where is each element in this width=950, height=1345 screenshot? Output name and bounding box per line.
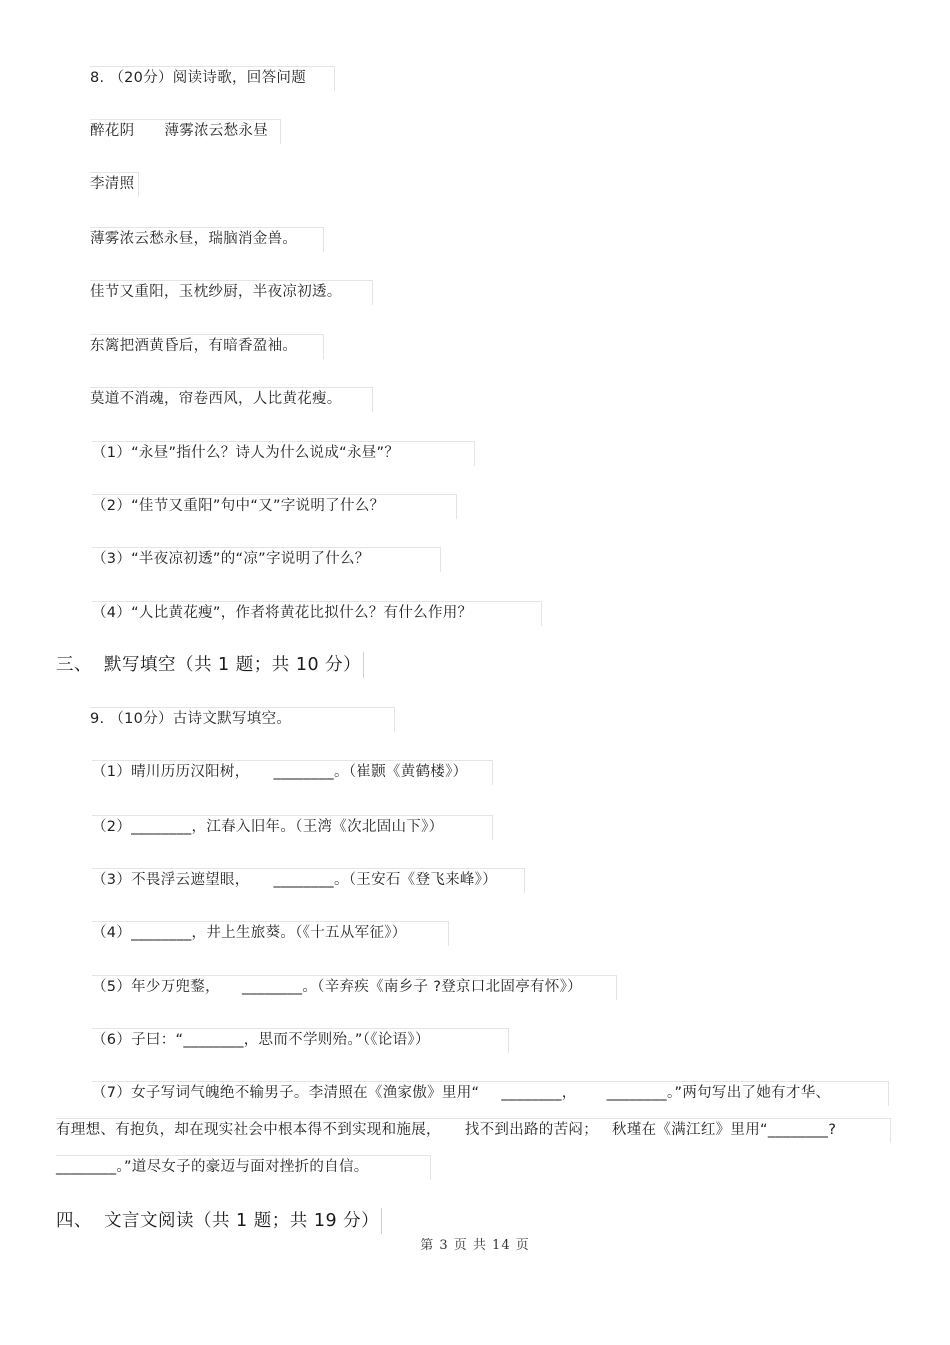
fill-item-source: 。（崔颢《黄鹤楼》） — [333, 764, 468, 780]
poem-author-text: 李清照 — [90, 176, 135, 192]
section-4-title: 文言文阅读（共 1 题；共 19 分） — [104, 1208, 382, 1234]
answer-blank[interactable]: ________ — [131, 925, 192, 941]
fill-item-text: 秋瑾在《满江红》里用“ — [612, 1122, 768, 1138]
fill-item-7-line-2 — [56, 1118, 891, 1143]
fill-item-2 — [92, 815, 493, 840]
section-4-heading — [56, 1208, 382, 1234]
fill-item-text: （7）女子写词气魄绝不输男子。李清照在《渔家傲》里用“ — [92, 1085, 480, 1101]
fill-item-text: 。”两句写出了她有才华、 — [666, 1085, 831, 1101]
question-8-sub-2 — [92, 494, 457, 519]
sub-question-text: （3）“半夜凉初透”的“凉”字说明了什么？ — [92, 551, 370, 567]
answer-blank[interactable]: ________ — [767, 1122, 829, 1138]
section-4-number: 四、 — [56, 1211, 92, 1231]
answer-blank[interactable]: ________ — [183, 1032, 244, 1048]
poem-line — [90, 227, 324, 252]
fill-item-7-line-1 — [92, 1081, 889, 1106]
answer-blank[interactable]: ________ — [606, 1085, 667, 1101]
fill-item-text: ， — [561, 1085, 577, 1101]
sub-question-text: （1）“永昼”指什么？诗人为什么说成“永昼”？ — [92, 445, 400, 461]
fill-item-source: ，井上生旅葵。（《十五从军征》） — [191, 925, 407, 941]
answer-blank[interactable]: ________ — [501, 1085, 562, 1101]
question-8-title-text: 8. （20分）阅读诗歌，回答问题 — [90, 70, 306, 86]
poem-line — [90, 334, 324, 359]
poem-heading — [90, 119, 281, 144]
answer-blank[interactable]: ________ — [273, 872, 334, 888]
fill-item-source: ，思而不学则殆。”（《论语》） — [243, 1032, 430, 1048]
poem-line-text: 东篱把酒黄昏后，有暗香盈袖。 — [90, 338, 298, 354]
question-8-title — [90, 66, 335, 91]
poem-line-text: 佳节又重阳，玉枕纱厨，半夜凉初透。 — [90, 284, 342, 300]
fill-item-text: 有理想、有抱负，却在现实社会中根本得不到实现和施展， — [56, 1122, 441, 1138]
answer-blank[interactable]: ________ — [241, 979, 303, 995]
fill-item-text: 找不到出路的苦闷； — [464, 1122, 599, 1138]
sub-question-text: （2）“佳节又重阳”句中“又”字说明了什么？ — [92, 498, 385, 514]
fill-item-text: （4） — [92, 925, 132, 941]
poem-line-text: 莫道不消魂，帘卷西风，人比黄花瘦。 — [90, 391, 342, 407]
poem-line — [90, 280, 373, 305]
question-9-title-text: 9. （10分）古诗文默写填空。 — [90, 711, 292, 727]
answer-blank[interactable]: ________ — [56, 1159, 117, 1175]
question-9-title — [90, 707, 395, 732]
section-3-heading — [56, 652, 364, 678]
section-3-title: 默写填空（共 1 题；共 10 分） — [104, 652, 364, 678]
question-8-sub-3 — [92, 547, 441, 572]
fill-item-3 — [92, 868, 525, 893]
fill-item-text: （1）晴川历历汉阳树， — [92, 764, 250, 780]
question-8-sub-1 — [92, 441, 475, 466]
section-3-number: 三、 — [56, 655, 92, 675]
sub-question-text: （4）“人比黄花瘦”，作者将黄花比拟什么？有什么作用？ — [92, 605, 473, 621]
fill-item-text: 。”道尽女子的豪迈与面对挫折的自信。 — [116, 1159, 369, 1175]
poem-title: 醉花阴 — [90, 123, 135, 139]
fill-item-text: （5）年少万兜鍪， — [92, 979, 220, 995]
question-8-sub-4 — [92, 601, 542, 626]
fill-item-7-line-3 — [56, 1155, 431, 1180]
poem-subtitle: 薄雾浓云愁永昼 — [164, 123, 269, 139]
fill-item-source: 。（辛弃疾《南乡子 ?登京口北固亭有怀》） — [302, 979, 582, 995]
fill-item-text: ? — [828, 1122, 837, 1138]
fill-item-1 — [92, 760, 493, 785]
fill-item-6 — [92, 1028, 509, 1053]
fill-item-text: （6）子曰：“ — [92, 1032, 184, 1048]
page-footer: 第 3 页 共 14 页 — [420, 1238, 530, 1253]
answer-blank[interactable]: ________ — [131, 819, 192, 835]
fill-item-source: 。（王安石《登飞来峰》） — [333, 872, 498, 888]
poem-line — [90, 387, 373, 412]
poem-author — [90, 172, 139, 197]
fill-item-5 — [92, 975, 617, 1000]
answer-blank[interactable]: ________ — [273, 764, 334, 780]
fill-item-source: ，江春入旧年。（王湾《次北固山下》） — [191, 819, 444, 835]
fill-item-text: （3）不畏浮云遮望眼， — [92, 872, 250, 888]
fill-item-4 — [92, 921, 449, 946]
poem-line-text: 薄雾浓云愁永昼，瑞脑消金兽。 — [90, 231, 298, 247]
fill-item-text: （2） — [92, 819, 132, 835]
